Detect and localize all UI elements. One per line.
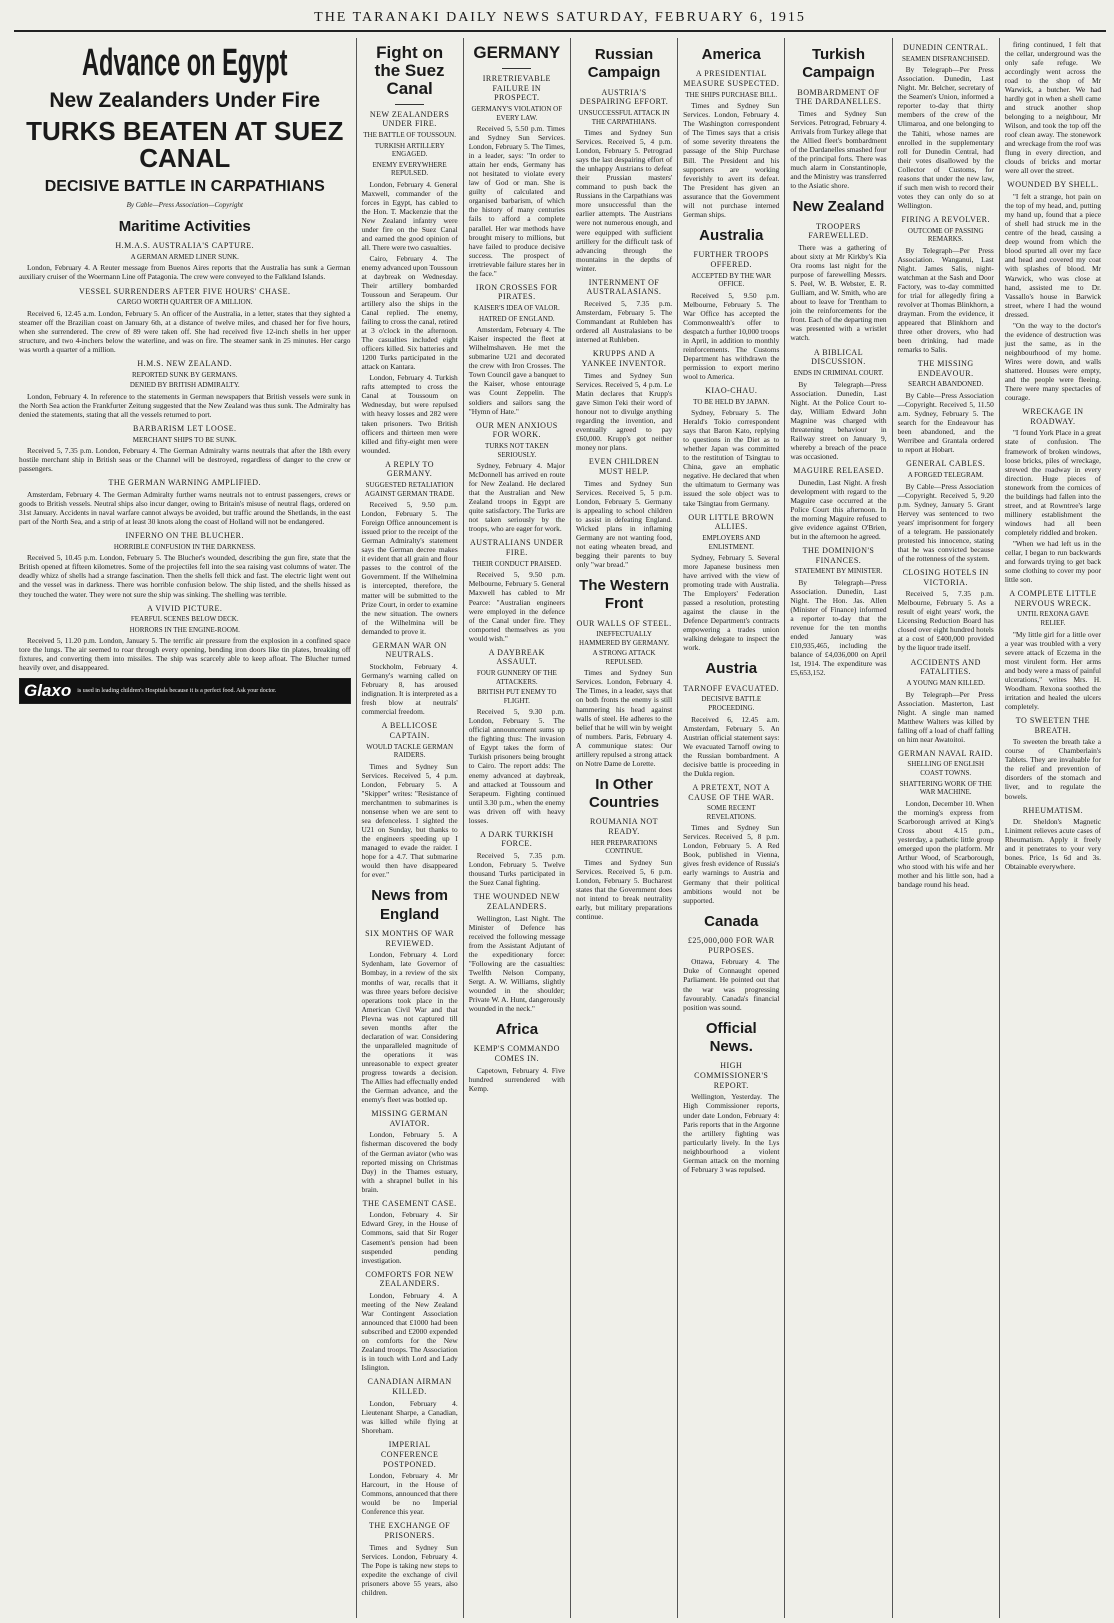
subhead: ENDS IN CRIMINAL COURT. — [793, 369, 884, 378]
subhead: THE DOMINION'S FINANCES. — [802, 545, 875, 565]
subhead: AUSTRIA'S DESPAIRING EFFORT. — [579, 87, 669, 107]
subhead: TURKISH ARTILLERY ENGAGED. — [374, 141, 445, 159]
article-paragraph: London, February 4. Mr Harcourt, in the House of Commons, announced that there would be no Imperial Conference this year. — [361, 1471, 458, 1517]
subhead: SEAMEN DISFRANCHISED. — [901, 54, 990, 63]
article-paragraph: London, February 4. Sir Edward Grey, in the House of Commons, said that Sir Roger Casement's pension had been suspended pending investigation. — [361, 1210, 458, 1265]
article-paragraph: Times and Sydney Sun Services. Received 5, 8 p.m. London, February 5. A Red Book, published in Vienna, gives fresh evidence of Russia's early warnings to Austria and Germany that their political ambitions would not be supported. — [683, 823, 780, 905]
subhead: RHEUMATISM. — [1022, 805, 1084, 815]
subhead: OUR LITTLE BROWN ALLIES. — [688, 512, 775, 532]
article-paragraph: London, February 5. A fisherman discovered the body of the German aviator (who was reported missing on Christmas Day) in the Thames estuary, with a shrapnel bullet in his brain. — [361, 1130, 458, 1194]
subhead: THE SHIPS PURCHASE BILL. — [685, 90, 778, 99]
subhead: A DAYBREAK ASSAULT. — [488, 647, 545, 667]
masthead: THE TARANAKI DAILY NEWS SATURDAY, FEBRUARY 6, 1915 — [14, 10, 1106, 32]
subhead: IRRETRIEVABLE FAILURE IN PROSPECT. — [482, 73, 551, 103]
article-paragraph: Sydney, February 4. Major McDonnell has arrived en route for New Zealand. He declared that the Australian and New Zealand troops in Egypt are quite satisfactory. The Turks are not taken seriously by the troops, who are eager for work. — [468, 461, 565, 534]
subhead: MISSING GERMAN AVIATOR. — [371, 1108, 448, 1128]
article-paragraph: Received 5, 10.45 p.m. London, February 5. The Blucher's wounded, describing the gun fire, state that the British opened at fifteen kilometres. Some of the projectiles fell into the sea raising vast columns of water. The deadly whizz of shells had a strange fascination. Then the shells fell thick and fast. The electric light went out and the vessel was in darkness. There was horrible confusion below. The ship listed, and the shells hissed as they touched the water. They were not sure the ship was sinking. The shelling was terrible. — [19, 553, 351, 599]
article-paragraph: Amsterdam, February 4. The German Admiralty further warns neutrals not to entrust passengers, crews or goods to British vessels. Neutral ships also incur danger, owing to Britain's misuse of neutral flags, ordered on 31st January. Accidents in naval warfare cannot always be avoided, but traffic around the Shetlands, in the east part of the North Sea, and a strip of at least 30 knots along the coast of Holland will not be endangered. — [19, 489, 351, 527]
subhead: SIX MONTHS OF WAR REVIEWED. — [365, 928, 455, 948]
subhead: TO SWEETEN THE BREATH. — [1015, 715, 1091, 735]
article-paragraph: "I found York Place in a great state of confusion. The framework of broken windows, loose bricks, piles of wreckage, strewed the roadway in every direction. Huge pieces of stonework from the cornices of the buildings had fallen into the street, and at Rowntree's large millinery establishment the windows had all been completely riddled and broken. — [1004, 428, 1102, 537]
subhead: BRITISH PUT ENEMY TO FLIGHT. — [477, 688, 557, 705]
article-paragraph: Dr. Sheldon's Magnetic Liniment relieves acute cases of Rheumatism. Apply it freely and it penetrates to your very bones. Price, 1s 6d and 3s. Obtainable everywhere. — [1004, 817, 1102, 872]
article-paragraph: Times and Sydney Sun Services. London, February 4. The Pope is taking new steps to expedite the exchange of civil prisoners above 55 years, also children. — [361, 1542, 458, 1598]
article-paragraph: To sweeten the breath take a course of Chamberlain's Tablets. They are invaluable for the relief and prevention of disorders of the stomach and liver, and to regulate the bowels. — [1004, 737, 1102, 801]
section-russian-campaign: Russian Campaign — [587, 46, 661, 82]
subhead: THE MISSING ENDEAVOUR. — [917, 358, 974, 378]
subhead: TURKS NOT TAKEN SERIOUSLY. — [484, 442, 549, 459]
article-paragraph: Times and Sydney Sun Services. Petrograd, February 4. Arrivals from Turkey allege that the Allied fleet's bombardment of the Dardanelles smashed four of the principal forts. There was much alarm in Constantinople, and the Ministry was transferred to the Asiatic shore. — [790, 109, 887, 191]
headline-turks-beaten: TURKS BEATEN AT SUEZ CANAL — [26, 115, 344, 174]
subhead: WOULD TACKLE GERMAN RAIDERS. — [366, 742, 454, 760]
article-paragraph: By Telegraph—Per Press Association. Dunedin, Last Night. Mr. Belcher, secretary of the Seamen's Union, informed a reporter to-day that thirty members of the crew of the Ulimaroa, and one belonging to the Tahiti, whose names are enrolled in the supplementary roll for Dunedin Central, had their votes disallowed by the Collector of Customs, for reasons that under the new law, if such men wish to record their votes they can only do so at Wellington. — [897, 65, 994, 210]
subhead: GERMAN NAVAL RAID. — [898, 748, 994, 758]
subhead: NEW ZEALANDERS UNDER FIRE. — [369, 109, 450, 129]
article-paragraph: London, February 4. General Maxwell, commander of the forces in Egypt, has cabled to the Hon. T. Mackenzie that the New Zealand infantry were under fire on the Suez Canal and earned the good opinion of all. There were two casualties. — [361, 179, 458, 252]
article-paragraph: By Telegraph—Per Press Association. Masterton, Last Night. A single man named Matthew Walters was killed by falling off a load of chaff falling on him near Awatoitoi. — [897, 689, 994, 744]
column-4 — [571, 38, 678, 1618]
subhead: THE BATTLE OF TOUSSOUN. — [363, 131, 456, 140]
column-1 — [14, 38, 357, 1618]
subhead: ACCEPTED BY THE WAR OFFICE. — [691, 271, 772, 289]
article-paragraph: London, February 4. A Reuter message from Buenos Aires reports that the Australia has sunk a German auxiliary cruiser of the Woermann Line off Patagonia. The crew were conveyed to the Falkland Islands. — [19, 263, 351, 282]
article-paragraph: Times and Sydney Sun Services. Received 5, 5 p.m. London, February 5. Germany is appealing to school children to assist in defeating England. Wicked plans in inflaming Germany are not wanting food, not eating wheaten bread, and begging their parents to buy only "war bread." — [575, 478, 673, 569]
article-paragraph: London, February 4. A meeting of the New Zealand War Contingent Association announced that £1000 had been subscribed and £2000 expended on comforts for the New Zealand troops. The Association is in touch with Lord and Lady Islington. — [361, 1291, 458, 1373]
subhead: CLOSING HOTELS IN VICTORIA. — [902, 567, 989, 587]
subhead: H.M.A.S. AUSTRALIA'S CAPTURE. — [115, 241, 255, 251]
subhead: SUGGESTED RETALIATION AGAINST GERMAN TRADE. — [364, 481, 455, 498]
article-paragraph: Dunedin, Last Night. A fresh development with regard to the Maguire case occurred at the Police Court this afternoon. In the morning Maguire refused to give evidence against O'Brien, but in the afternoon he agreed. — [790, 477, 887, 541]
column-7 — [893, 38, 1000, 1618]
headline-carpathians: DECISIVE BATTLE IN CARPATHIANS — [44, 177, 325, 195]
subhead: IMPERIAL CONFERENCE POSTPONED. — [380, 1440, 439, 1469]
subhead: FOUR GUNNERY OF THE ATTACKERS. — [476, 669, 557, 686]
article-paragraph: Received 6, 12.45 a.m. London, February 5. An officer of the Australia, in a letter, states that they sighted a steamer off the Brazilian coast on January 6th, at a distance of twelve miles, and chased her for five hours, when she surrendered. The crew of 89 were taken off. She had received five 12-inch shells in her upper structure, and two 4-inchers below the waterline, and was on fire. The steamer sank in 25 minutes. Her cargo was worth a quarter of a million. — [19, 308, 351, 354]
subhead: GENERAL CABLES. — [906, 459, 986, 469]
subhead: INEFFECTUALLY HAMMERED BY GERMANY. — [579, 630, 670, 647]
subhead: KIAO-CHAU. — [705, 385, 758, 395]
article-paragraph: London, February 4. In reference to the statements in German newspapers that British vessels were sunk in the North Sea action the Frankfurter Zeitung suggested that the New Zealand was thus sunk. The Admiralty has denied the statements, stating that all the vessels returned to port. — [19, 391, 351, 419]
section-canada: Canada — [704, 912, 759, 930]
column-5 — [678, 38, 785, 1618]
section-official-news: Official News. — [705, 1019, 757, 1055]
article-paragraph: Times and Sydney Sun Services. Received 5, 4 p.m. London, February 5. Petrograd says the last despairing effort of the unhappy Austrians to defeat their Prussian masters' command to push back the Russians in the Carpathians was more unsuccessful than the earlier attempts. The Austrians were not numerous enough, and were equipped with sufficient artillery for the difficult task of advancing through the mountains in the depths of winter. — [575, 128, 673, 273]
subhead: VESSEL SURRENDERS AFTER FIVE HOURS' CHASE. — [78, 286, 291, 296]
subhead: FEARFUL SCENES BELOW DECK. — [130, 615, 239, 624]
subhead: DUNEDIN CENTRAL. — [903, 43, 989, 52]
subhead: MAGUIRE RELEASED. — [793, 465, 884, 475]
subhead: TO BE HELD BY JAPAN. — [693, 397, 770, 406]
subhead: FURTHER TROOPS OFFERED. — [693, 250, 770, 269]
subhead: DECISIVE BATTLE PROCEEDING. — [701, 695, 762, 713]
subhead: THE EXCHANGE OF PRISONERS. — [368, 1521, 451, 1541]
subhead: ACCIDENTS AND FATALITIES. — [910, 657, 981, 677]
article-paragraph: Wellington, Yesterday. The High Commissioner reports, under date London, February 4: Paris reports that in the Argonne the artillery fighting was particularly lively. In the Lys neighbourhood a violent German attack on the morning of February 3 was repulsed. — [683, 1092, 780, 1174]
subhead: THE WOUNDED NEW ZEALANDERS. — [473, 892, 561, 912]
subhead: A DARK TURKISH FORCE. — [480, 829, 554, 849]
columns — [14, 38, 1106, 1618]
headline-fight-on-suez: Fight on the Suez Canal — [374, 43, 445, 98]
subhead: THE GERMAN WARNING AMPLIFIED. — [108, 478, 262, 488]
article-paragraph: "My little girl for a little over a year was troubled with a very severe attack of Eczema in the most virulent form. Her arms and body were a mass of painful ulcerations," writes Mrs. H. Woodham. Rexona soothed the irritation and healed the ulcers completely. — [1004, 629, 1102, 711]
subhead: GERMANY'S VIOLATION OF EVERY LAW. — [471, 105, 563, 122]
article-paragraph: There was a gathering of about sixty at Mr Kirkby's Kia Ora rooms last night for the purpose of farewelling Messrs. S. Peel, W. B. Webster, E. R. Gulliam, and W. Smith, who are about to leave for Trentham to join the reinforcements for the front. Each of the departing men was presented with a wristlet watch. — [790, 243, 887, 343]
subhead: SHATTERING WORK OF THE WAR MACHINE. — [899, 779, 992, 797]
column-6 — [785, 38, 892, 1618]
article-paragraph: By Telegraph—Press Association. Dunedin, Last Night. The Hon. Jas. Allen (Minister of Finance) informed a reporter to-day that the revenue for the ten months ended January was £10,935,465, including the balance of £4,036,000 on April 1st, 1914. The expenditure was £5,653,152. — [790, 577, 887, 678]
subhead: KEMP'S COMMANDO COMES IN. — [473, 1044, 560, 1064]
subhead: TROOPERS FAREWELLED. — [808, 221, 869, 241]
subhead: A FORGED TELEGRAM. — [907, 470, 984, 479]
subhead: ROUMANIA NOT READY. — [590, 817, 659, 837]
article-paragraph: Received 5, 9.50 p.m. Melbourne, February 5. General Maxwell has cabled to Mr Pearce: "Australian engineers were employed in the defence of the Canal under fire. They comported themselves as you would wish." — [468, 570, 565, 643]
glaxo-logo: Glaxo — [24, 681, 72, 701]
subhead: THE CASEMENT CASE. — [362, 1198, 457, 1208]
article-paragraph: Wellington, Last Night. The Minister of Defence has received the following message from the Assistant Adjutant of the expeditionary force: "Following are the casualties: Twelfth Nelson Company, Sergt. A. W. Williams, slightly wounded in the shoulder; Private W. A. Hunt, dangerously wounded in the neck." — [468, 913, 565, 1014]
subhead: A STRONG ATTACK REPULSED. — [592, 649, 656, 666]
subhead: HORRIBLE CONFUSION IN THE DARKNESS. — [113, 542, 256, 551]
article-paragraph: Received 5, 11.20 p.m. London, January 5. The terrific air pressure from the explosion in a confined space tore the lungs. The air seemed to roar through every opening, bending iron doors like tin plates, breaking off fixtures, and converting them into missiles. The ship was scarcely able to keep afloat. The Blucher turned heavily over, and disappeared. — [19, 636, 351, 673]
subhead: A BIBLICAL DISCUSSION. — [811, 347, 866, 367]
article-paragraph: Times and Sydney Sun Services. London, February 4. The Washington correspondent of The Times says that a crisis of some severity threatens the passage of the Ship Purchase Bill. The President and his supporters are working feverishly to avert its defeat. The President has given an assurance that the Government will not purchase interned German ships. — [683, 101, 780, 219]
ad-text: is used in leading children's Hospitals because it is a perfect food. Ask your doctor. — [77, 687, 277, 694]
subhead: HORRORS IN THE ENGINE-ROOM. — [129, 625, 240, 634]
section-new-zealand: New Zealand — [792, 198, 885, 216]
article-paragraph: "When we had left us in the cellar, I began to run backwards and forwards trying to get back some clothing to cover my poor little son. — [1004, 538, 1102, 584]
section-australia: Australia — [699, 226, 764, 244]
article-paragraph: firing continued, I felt that the cellar, underground was the only safe refuge. We accordingly went across the road to the shop of Mr Warwick, a butcher. We had hardly got in when a shell came and struck another shop belonging to a neighbour, Mr Wilson, and took the top off the roof clean away. The stonework and wreckage from the roof was flung in every direction, and clouds of bricks and mortar were all over the street. — [1004, 40, 1102, 176]
section-maritime: Maritime Activities — [118, 217, 251, 235]
subhead: EVEN CHILDREN MUST HELP. — [588, 457, 660, 476]
subhead: OUR WALLS OF STEEL. — [576, 618, 672, 628]
article-paragraph: London, February 4. Turkish rafts attempted to cross the Canal at Toussoum on Wednesday, but were repulsed with heavy losses and 282 were taken prisoners. Two British officers and thirteen men were killed and fifty-eight men were wounded. — [361, 373, 458, 455]
article-paragraph: "On the way to the doctor's the evidence of destruction was just the same, as in the neighbourhood of my home. Wires were down, and walls shattered. Houses were empty, and the people were fleeing. There were many spectacles of courage. — [1004, 320, 1102, 402]
divider — [502, 68, 531, 69]
subhead: HER PREPARATIONS CONTINUE. — [590, 838, 658, 856]
subhead: KRUPPS AND A YANKEE INVENTOR. — [581, 349, 667, 369]
subhead: INTERNMENT OF AUSTRALASIANS. — [586, 277, 662, 297]
article-paragraph: London, December 10. When the morning's express from Scarborough arrived at King's Cross about 4.15 p.m., yesterday, a pathetic little group emerged upon the platform. Mr Arthur Wood, of Scarborough, who stood with his wife and her mother and his little son, had a bandage round his head. — [897, 798, 994, 889]
subhead: A GERMAN ARMED LINER SUNK. — [130, 252, 239, 261]
subhead: HATRED OF ENGLAND. — [479, 314, 555, 323]
article-paragraph: Received 5, 7.35 p.m. London, February 5. Twelve thousand Turks participated in the Suez Canal fighting. — [468, 851, 565, 888]
section-turkish-campaign: Turkish Campaign — [802, 46, 875, 82]
subhead: WOUNDED BY SHELL. — [1007, 180, 1099, 190]
article-paragraph: Stockholm, February 4. Germany's warning called on February 8, has aroused indignation. It is interpreted as a fresh blow at neutrals' commercial freedom. — [361, 662, 458, 717]
article-paragraph: By Cable—Press Association—Copyright. Received 5, 11.50 a.m. Sydney, February 5. The search for the Endeavour has been abandoned, and the Werribee and Grantala ordered to report at Hobart. — [897, 391, 994, 455]
subhead: TARNOFF EVACUATED. — [683, 683, 780, 693]
subhead: A PRESIDENTIAL MEASURE SUSPECTED. — [683, 69, 780, 89]
article-paragraph: "I felt a strange, hot pain on the top of my head, and, putting my hand up, found that a piece of shell had struck me in the centre of the head, causing a deep wound from which the blood spurted all over my face and head and covered my coat with splashes of blood. Mr Warwick, who was close at hand, assisted me to Dr. Vassallo's house in Barwick street, where I had the wound dressed. — [1004, 192, 1102, 319]
byline: By Cable—Press Association—Copyright — [126, 201, 243, 210]
column-2 — [357, 38, 464, 1618]
article-paragraph: Amsterdam, February 4. The Kaiser inspected the fleet at Wilhelmshaven. He met the submarine U21 and decorated the crew with Iron Crosses. The Town Council gave a banquet to the Kaiser, whose entourage was Count Zeppelin. The soldiers and sailors sang the "Hymn of Hate." — [468, 325, 565, 416]
column-8 — [1000, 38, 1106, 1618]
article-paragraph: By Telegraph—Press Association. Dunedin, Last Night. At the Police Court to-day, William Edward John Magnine was charged with threatening behaviour in Railway street on January 9, whereby a breach of the peace was occasioned. — [790, 379, 887, 461]
article-paragraph: London, February 4. Lord Sydenham, late Governor of Bombay, in a review of the six months of war, recalls that it was three years before decisive operations took place in the American Civil War and that Plevna was not captured till seven months after the declaration of war. Considering the unparalleled magnitude of the operations it was unreasonable to expect greater progress towards a decision. The Allies had effectually ended the German advance, and the enemy's fleet was bottled up. — [361, 950, 458, 1104]
subhead: UNSUCCESSFUL ATTACK IN THE CARPATHIANS. — [578, 109, 670, 126]
article-paragraph: Received 5, 9.30 p.m. London, February 5. The official announcement sums up the fighting thus: The invasion of Egypt takes the form of Turkish prisoners being brought to Cairo. The report adds: The enemy advanced at daybreak, and attacked at Toussoum and Serapeum. Fighting continued until 3.30 p.m., when the enemy was driven off with heavy losses. — [468, 707, 565, 825]
article-paragraph: Received 6, 12.45 a.m. Amsterdam, February 5. An Austrian official statement says: We evacuated Tarnoff owing to the Russian bombardment. A decisive battle is proceeding in the Dukla region. — [683, 714, 780, 778]
subhead: BOMBARDMENT OF THE DARDANELLES. — [795, 87, 882, 107]
article-paragraph: Times and Sydney Sun Services. London, February 4. The Times, in a leader, says that on both fronts the enemy is still hammering his head against walls of steel. He adheres to the belief that he will win by weight of numbers. Paris, February 4. A communique states: Our artillery repulsed a strong attack on Notre Dame de Lorette. — [575, 668, 673, 768]
subhead: £25,000,000 FOR WAR PURPOSES. — [687, 935, 775, 955]
article-paragraph: Received 5, 5.50 p.m. Times and Sydney Sun Services. London, February 5. The Times, in a leader, says: "In order to attain her ends, Germany has not hesitated to violate every law of God or man. She is guilty of calculated and organised barbarism, of which the history of many centuries fails to afford a complete parallel. Her war methods have brought misery to millions, but have failed to produce decisive success. The prospect of irretrievable failure stares her in the face." — [468, 124, 565, 278]
subhead: WRECKAGE IN ROADWAY. — [1022, 406, 1084, 426]
subhead: CARGO WORTH QUARTER OF A MILLION. — [116, 298, 253, 307]
divider — [395, 104, 424, 105]
subhead: UNTIL REXONA GAVE RELIEF. — [1017, 610, 1089, 627]
subhead: IRON CROSSES FOR PIRATES. — [475, 282, 558, 302]
subhead: SEARCH ABANDONED. — [908, 380, 984, 389]
subhead: AUSTRALIANS UNDER FIRE. — [470, 538, 564, 558]
section-western-front: The Western Front — [579, 576, 669, 613]
subhead: A PRETEXT, NOT A CAUSE OF THE WAR. — [688, 782, 775, 802]
subhead: A REPLY TO GERMANY. — [385, 459, 435, 479]
subhead: COMFORTS FOR NEW ZEALANDERS. — [365, 1269, 454, 1289]
subhead: DENIED BY BRITISH ADMIRALTY. — [129, 381, 240, 390]
section-austria: Austria — [705, 660, 758, 678]
article-paragraph: London, February 4. Lieutenant Sharpe, a Canadian, was killed while flying at Shoreham. — [361, 1398, 458, 1435]
subhead: A YOUNG MAN KILLED. — [906, 679, 985, 687]
subhead: GERMAN WAR ON NEUTRALS. — [372, 640, 447, 660]
subhead: H.M.S. NEW ZEALAND. — [137, 358, 233, 368]
article-paragraph: Received 5, 7.35 p.m. London, February 4. The German Admiralty warns neutrals that after the 18th every hostile merchant ship in British seas or the Channel will be destroyed, regardless of danger to the crew or passengers. — [19, 446, 351, 474]
subhead: THEIR CONDUCT PRAISED. — [472, 559, 562, 568]
article-paragraph: Times and Sydney Sun Services. Received 5, 4 p.m. Le Matin declares that Krupp's gave Simon I'eki their word of honour not to divulge anything regarding the invention, and eventually agreed to pay £60,000. Krupp's got neither money nor plans. — [575, 370, 673, 453]
subhead: REPORTED SUNK BY GERMANS. — [132, 370, 238, 379]
article-paragraph: Capetown, February 4. Five hundred surrendered with Kemp. — [468, 1065, 565, 1094]
section-news-from-england: News from England — [371, 887, 448, 923]
section-africa: Africa — [495, 1021, 539, 1039]
glaxo-advertisement — [19, 678, 351, 704]
subhead: FIRING A REVOLVER. — [901, 214, 990, 224]
headline-advance-on-egypt: Advance on Egypt — [81, 42, 288, 84]
headline-new-zealanders: New Zealanders Under Fire — [49, 88, 321, 112]
subhead: INFERNO ON THE BLUCHER. — [125, 531, 244, 541]
subhead: ENEMY EVERYWHERE REPULSED. — [372, 160, 447, 178]
subhead: BARBARISM LET LOOSE. — [133, 423, 237, 433]
subhead: A VIVID PICTURE. — [147, 603, 223, 613]
article-paragraph: Cairo, February 4. The enemy advanced upon Toussoun at daybreak on Wednesday. Their artillery bombarded Toussoun and Serapeum. Our artillery also the ships in the Canal replied. The enemy, failing to cross the canal, retired at 3 o'clock in the afternoon. The casualties included eight officers killed. Six batteries and 1200 Turks participated in the attack on Kantara. — [361, 253, 458, 372]
subhead: KAISER'S IDEA OF VALOR. — [473, 304, 560, 313]
article-paragraph: Ottawa, February 4. The Duke of Connaught opened Parliament. He pointed out that the war was progressing favourably. Canada's financial position was sound. — [683, 957, 780, 1012]
column-3 — [464, 38, 571, 1618]
article-paragraph: Sydney, February 5. Several more Japanese business men have arrived with the view of promoting trade with Australia. The Employers' Federation passed a resolution, protesting against the clause in the Defence Department's contracts empowering a trades union walking delegate to inspect the work. — [683, 553, 780, 653]
subhead: EMPLOYERS AND ENLISTMENT. — [702, 534, 761, 551]
section-america: America — [701, 46, 761, 63]
article-paragraph: Received 5, 7.35 p.m. Melbourne, February 5. As a result of eight years' work, the Licensing Reduction Board has closed over eight hundred hotels at a cost of £400,000 provided by the liquor trade itself. — [897, 589, 994, 653]
article-paragraph: Times and Sydney Sun Services. Received 5, 4 p.m. London, February 5. A "Skipper" writes: "Resistance of merchantmen to submarines is nonsense when we are sent to sea defenceless. I sighted the U21 on Sunday, but thanks to the engineers speeding up I managed to evade the raider. I hope for a 4.7. That submarine would then have disappeared for ever." — [361, 761, 458, 880]
headline-germany: GERMANY — [473, 43, 561, 62]
article-paragraph: Received 5, 7.35 p.m. Amsterdam, February 5. The Commandant at Ruhleben has ordered all Australasians to be interned at Ruhleben. — [575, 299, 673, 345]
article-paragraph: Received 5, 9.50 p.m. London, February 5. The Foreign Office announcement is issued prior to the receipt of the German Admiralty's statement says the German decree makes it evident that all grain and flour passes to the control of the Government. If the Wilhelmina is intercepted, therefore, the matter will be submitted to the Prize Court, in order to examine the new situation. The owners of the Wilhelmina will be demanded to prove it. — [361, 500, 458, 636]
section-other-countries: In Other Countries — [589, 775, 660, 812]
subhead: MERCHANT SHIPS TO BE SUNK. — [132, 435, 237, 444]
subhead: STATEMENT BY MINISTER. — [794, 567, 883, 576]
subhead: A COMPLETE LITTLE NERVOUS WRECK. — [1009, 588, 1097, 608]
article-paragraph: Received 5, 9.50 p.m. Melbourne, February 5. The War Office has accepted the Commonwealth's offer to despatch a further 10,000 troops in April, in addition to monthly reinforcements. The Customs Department has withdrawn the permission to export merino wool to America. — [683, 290, 780, 381]
subhead: SHELLING OF ENGLISH COAST TOWNS. — [907, 760, 984, 777]
subhead: OUTCOME OF PASSING REMARKS. — [907, 226, 984, 244]
article-paragraph: Times and Sydney Sun Services. Received 5, 6 p.m. London, February 5. Bucharest states that the Government does not intend to break neutrality early, but military preparations continue. — [575, 857, 673, 922]
subhead: HIGH COMMISSIONER'S REPORT. — [694, 1061, 769, 1090]
subhead: A BELLICOSE CAPTAIN. — [381, 721, 438, 741]
subhead: SOME RECENT REVELATIONS. — [706, 804, 756, 821]
subhead: OUR MEN ANXIOUS FOR WORK. — [475, 420, 558, 440]
article-paragraph: By Telegraph—Per Press Association. Wanganui, Last Night. James Salis, night-watchman at the Sash and Door Factory, was to-day committed for trial for allegedly firing a revolver at Thomas Blinkhorn, a drayman. From the evidence, it appeared that Blinkhorn and three other drovers, who had been drinking, had made remarks to Salis. — [897, 245, 994, 354]
article-paragraph: By Cable—Press Association—Copyright. Received 5, 9.20 p.m. Sydney, January 5. Grant Hervey was sentenced to two years' imprisonment for forgery of a telegram. He passionately protested his innocence, stating that he was convicted because of the rottenness of the system. — [897, 481, 994, 563]
article-paragraph: Sydney, February 5. The Herald's Tokio correspondent says that Baron Kato, replying to questions in the Diet as to whether Japan was committed to the restitution of Tsingtau to China, gave an emphatic negative. He declared that when the ultimatum to Germany was issued the sole object was to take Tsingtau from Germany. — [683, 408, 780, 508]
subhead: CANADIAN AIRMAN KILLED. — [367, 1377, 452, 1397]
